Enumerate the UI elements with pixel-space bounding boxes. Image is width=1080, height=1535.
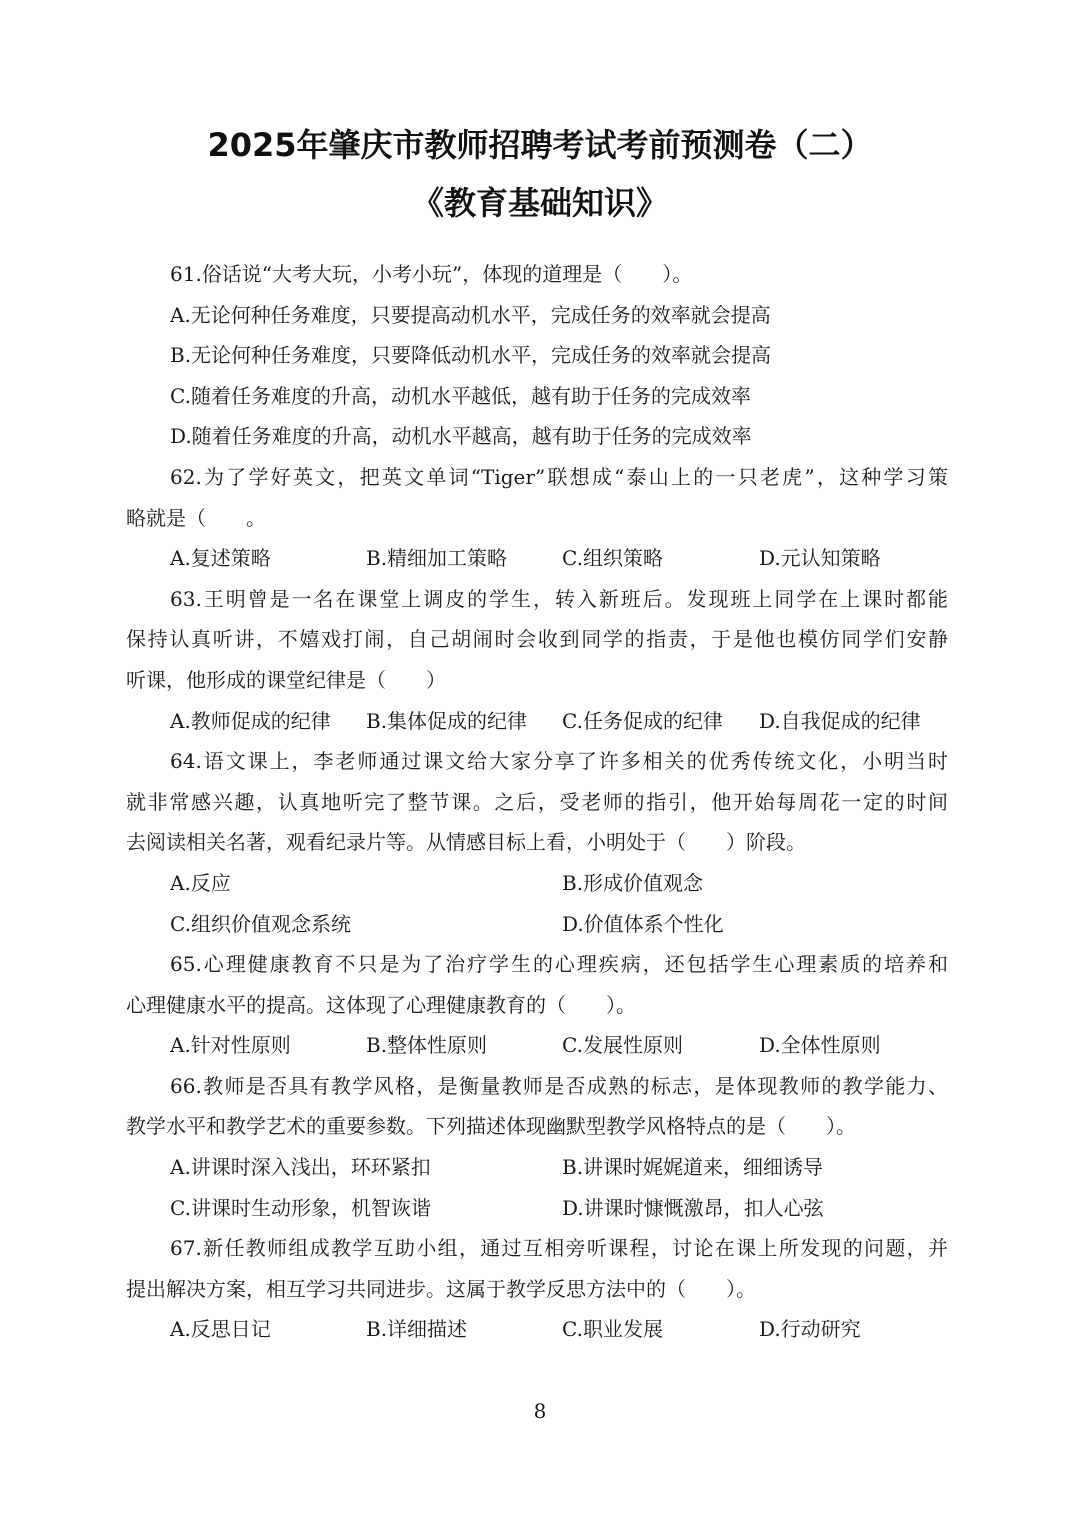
question-stem-line: 心理健康水平的提高。这体现了心理健康教育的（ ）。 [126, 992, 636, 1017]
option-d: D.全体性原则 [759, 1033, 881, 1058]
option-c: C.随着任务难度的升高，动机水平越低，越有助于任务的完成效率 [170, 383, 751, 408]
option-a: A.反思日记 [170, 1317, 271, 1342]
option-row [126, 1147, 948, 1188]
option-row [126, 701, 948, 742]
option-row [126, 1025, 948, 1066]
option-a: A.无论何种任务难度，只要提高动机水平，完成任务的效率就会提高 [170, 302, 771, 327]
question-stem-line: 教学水平和教学艺术的重要参数。下列描述体现幽默型教学风格特点的是（ ）。 [126, 1114, 856, 1139]
option-row [126, 1188, 948, 1229]
exam-title: 2025年肇庆市教师招聘考试考前预测卷（二） [207, 126, 873, 164]
question-stem-line: 64.语文课上，李老师通过课文给大家分享了许多相关的优秀传统文化，小明当时 [170, 749, 948, 774]
option-b: B.整体性原则 [366, 1033, 488, 1058]
option-c: C.任务促成的纪律 [562, 708, 723, 733]
option-a: A.反应 [170, 870, 231, 895]
question-stem-line: 66.教师是否具有教学风格，是衡量教师是否成熟的标志，是体现教师的教学能力、 [170, 1073, 948, 1098]
question-66 [126, 1066, 948, 1228]
option-c: C.讲课时生动形象，机智诙谐 [170, 1195, 431, 1220]
option-a: A.针对性原则 [170, 1033, 291, 1058]
question-stem-line: 就非常感兴趣，认真地听完了整节课。之后，受老师的指引，他开始每周花一定的时间 [126, 789, 948, 814]
option-b: B.精细加工策略 [366, 546, 508, 571]
option-row [126, 1309, 948, 1350]
question-stem-line: 62.为了学好英文，把英文单词“Tiger”联想成“泰山上的一只老虎”，这种学习策 [170, 464, 948, 489]
page-number: 8 [533, 1399, 547, 1423]
question-64 [126, 741, 948, 944]
option-d: D.价值体系个性化 [562, 911, 724, 936]
exam-subtitle: 《教育基础知识》 [411, 184, 668, 222]
question-stem-line: 提出解决方案，相互学习共同进步。这属于教学反思方法中的（ ）。 [126, 1276, 756, 1301]
option-row [126, 538, 948, 579]
option-b: B.详细描述 [366, 1317, 468, 1342]
option-d: D.自我促成的纪律 [759, 708, 921, 733]
question-65 [126, 944, 948, 1066]
question-stem-line: 略就是（ 。 [126, 505, 266, 530]
question-stem-line: 61.俗话说“大考大玩，小考小玩”，体现的道理是（ ）。 [170, 262, 693, 286]
question-stem-line: 保持认真听讲，不嬉戏打闹，自己胡闹时会收到同学的指责，于是他也模仿同学们安静 [126, 627, 948, 652]
option-a: A.讲课时深入浅出，环环紧扣 [170, 1155, 431, 1180]
option-d: D.行动研究 [759, 1317, 861, 1342]
question-62 [126, 457, 948, 579]
question-67 [126, 1228, 948, 1350]
question-stem-line: 63.王明曾是一名在课堂上调皮的学生，转入新班后。发现班上同学在上课时都能 [170, 586, 948, 611]
question-61 [126, 254, 948, 457]
option-d: D.随着任务难度的升高，动机水平越高，越有助于任务的完成效率 [170, 424, 752, 449]
question-63 [126, 579, 948, 741]
option-b: B.形成价值观念 [562, 870, 704, 895]
question-stem-line: 听课，他形成的课堂纪律是（ ） [126, 667, 446, 692]
question-list [126, 254, 948, 1350]
option-d: D.元认知策略 [759, 546, 881, 571]
option-c: C.发展性原则 [562, 1033, 683, 1058]
option-row [126, 904, 948, 945]
option-b: B.集体促成的纪律 [366, 708, 528, 733]
question-stem-line: 去阅读相关名著，观看纪录片等。从情感目标上看，小明处于（ ）阶段。 [126, 830, 806, 855]
option-row [126, 863, 948, 904]
option-d: D.讲课时慷慨激昂，扣人心弦 [562, 1195, 824, 1220]
option-b: B.无论何种任务难度，只要降低动机水平，完成任务的效率就会提高 [170, 343, 772, 368]
option-b: B.讲课时娓娓道来，细细诱导 [562, 1155, 824, 1180]
option-a: A.复述策略 [170, 546, 271, 571]
question-stem-line: 67.新任教师组成教学互助小组，通过互相旁听课程，讨论在课上所发现的问题，并 [170, 1236, 948, 1261]
option-c: C.职业发展 [562, 1317, 663, 1342]
option-c: C.组织策略 [562, 546, 663, 571]
question-stem-line: 65.心理健康教育不只是为了治疗学生的心理疾病，还包括学生心理素质的培养和 [170, 952, 948, 977]
option-a: A.教师促成的纪律 [170, 708, 331, 733]
option-c: C.组织价值观念系统 [170, 911, 351, 936]
